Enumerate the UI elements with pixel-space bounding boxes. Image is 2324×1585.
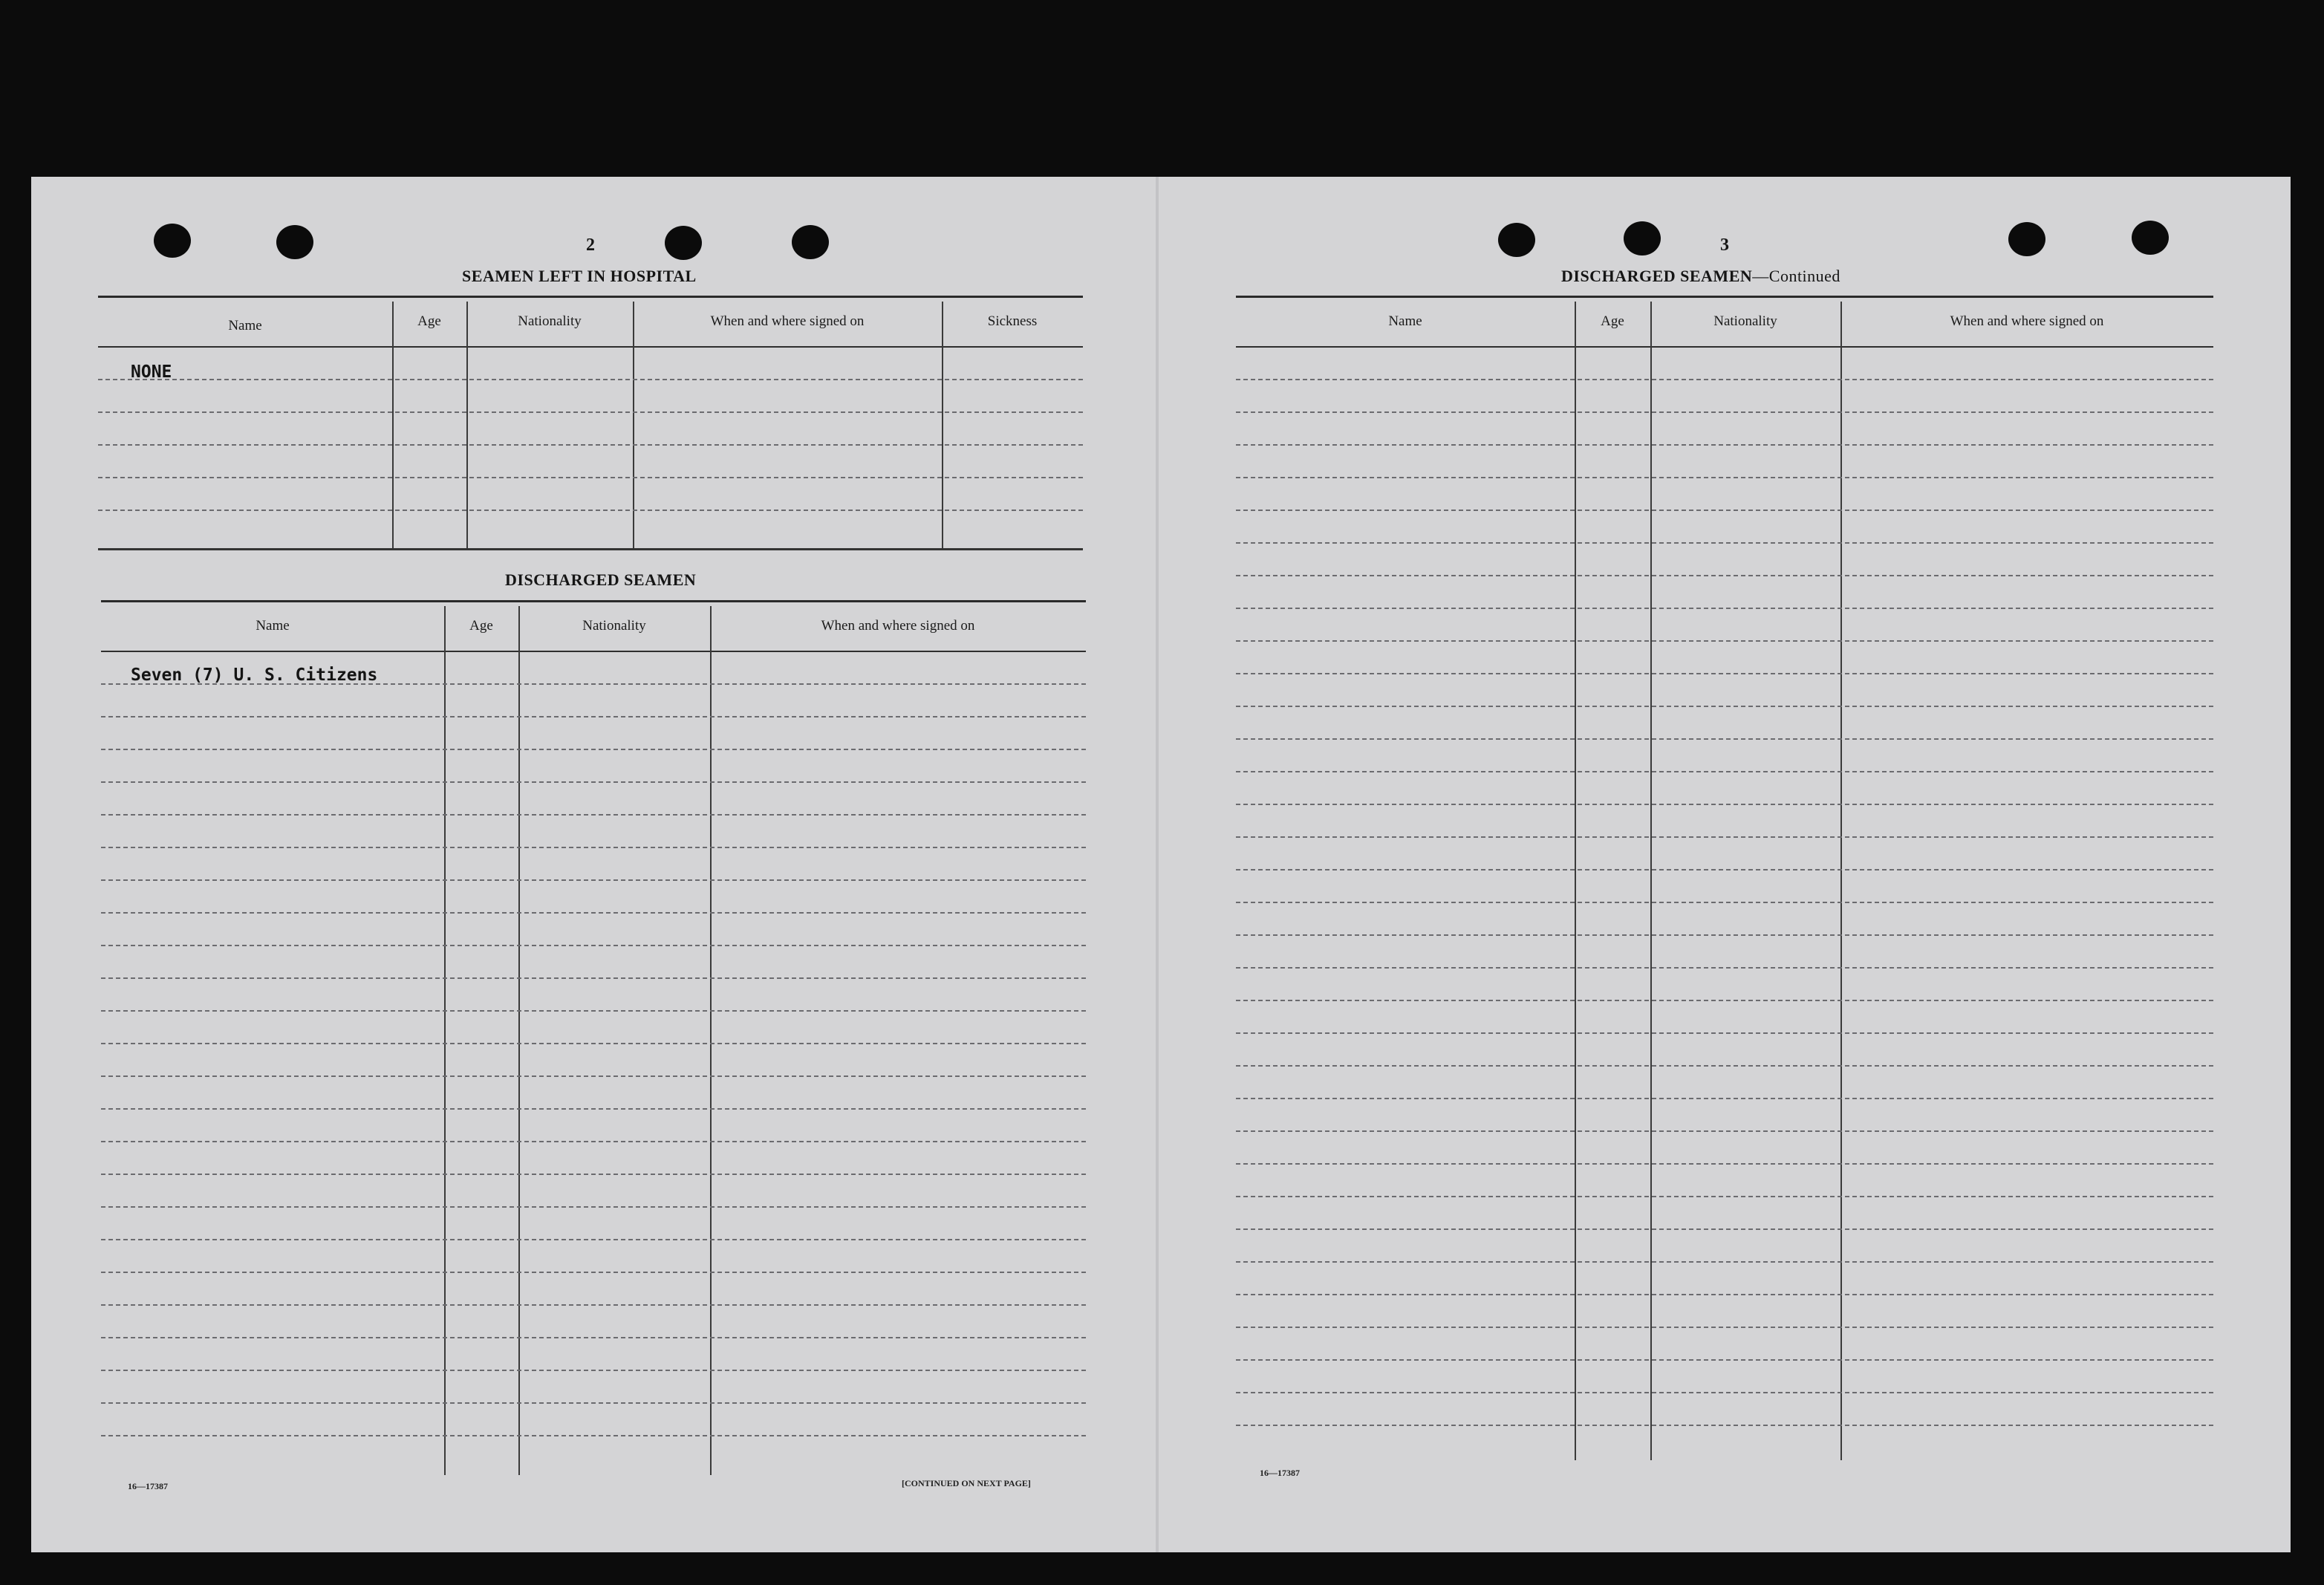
row-line <box>101 1337 1086 1338</box>
discharged-col-nationality: Nationality <box>582 618 646 634</box>
row-line <box>101 1370 1086 1371</box>
row-line <box>1236 1392 2213 1393</box>
row-line <box>1236 640 2213 642</box>
hospital-col-sickness: Sickness <box>987 313 1038 329</box>
row-line <box>1236 510 2213 511</box>
right-col-nationality: Nationality <box>1713 313 1777 329</box>
row-line <box>101 1206 1086 1208</box>
row-line <box>101 1108 1086 1110</box>
right-title-main: DISCHARGED SEAMEN <box>1561 267 1753 285</box>
row-line <box>1236 1359 2213 1361</box>
discharged-col-name: Name <box>255 618 290 634</box>
hospital-col-signed-on: When and where signed on <box>710 313 865 329</box>
discharged-col-age: Age <box>469 618 493 634</box>
row-line <box>1236 771 2213 772</box>
row-line <box>98 477 1083 478</box>
row-line <box>1236 444 2213 446</box>
row-line <box>101 879 1086 881</box>
right-section-title <box>1561 267 1840 286</box>
row-line <box>1236 836 2213 838</box>
row-line <box>1236 673 2213 674</box>
hospital-table <box>98 296 1083 551</box>
hospital-section-title: SEAMEN LEFT IN HOSPITAL <box>462 267 697 285</box>
column-divider <box>710 606 712 1475</box>
punch-hole <box>2132 221 2169 255</box>
row-line <box>101 1075 1086 1077</box>
column-divider <box>444 606 446 1475</box>
row-line <box>101 781 1086 783</box>
row-line <box>1236 1327 2213 1328</box>
row-line <box>101 1043 1086 1044</box>
right-title-continued: —Continued <box>1752 267 1840 285</box>
row-line <box>1236 869 2213 870</box>
row-line <box>1236 1294 2213 1295</box>
punch-hole <box>2008 222 2045 256</box>
hospital-col-age: Age <box>417 313 441 329</box>
row-line <box>101 749 1086 750</box>
row-line <box>1236 1196 2213 1197</box>
row-line <box>1236 1065 2213 1067</box>
right-col-signed-on: When and where signed on <box>1950 313 2104 329</box>
row-line <box>1236 706 2213 707</box>
row-line <box>101 1174 1086 1175</box>
row-line <box>1236 902 2213 903</box>
form-number-right: 16—17387 <box>1260 1468 1300 1478</box>
row-line <box>101 814 1086 816</box>
row-line <box>1236 1425 2213 1426</box>
punch-hole <box>1498 223 1535 257</box>
header-rule <box>1236 346 2213 348</box>
row-line <box>1236 934 2213 936</box>
row-line <box>101 945 1086 946</box>
continued-note: [CONTINUED ON NEXT PAGE] <box>902 1478 1031 1488</box>
column-divider <box>1575 302 1576 1460</box>
row-line <box>1236 542 2213 544</box>
discharged-section-title: DISCHARGED SEAMEN <box>505 570 697 589</box>
row-line <box>1236 477 2213 478</box>
row-line <box>101 847 1086 848</box>
table-bottom-rule <box>98 548 1083 550</box>
row-line <box>1236 608 2213 609</box>
row-line <box>1236 967 2213 969</box>
row-line <box>101 1141 1086 1142</box>
row-line <box>1236 1032 2213 1034</box>
column-divider <box>1650 302 1652 1460</box>
right-col-age: Age <box>1601 313 1624 329</box>
row-line <box>1236 1228 2213 1230</box>
hospital-entry: NONE <box>131 362 172 382</box>
row-line <box>101 1304 1086 1306</box>
column-divider <box>392 302 394 550</box>
table-top-rule <box>98 296 1083 298</box>
column-divider <box>1840 302 1842 1460</box>
row-line <box>98 444 1083 446</box>
discharged-entry: Seven (7) U. S. Citizens <box>131 665 378 685</box>
row-line <box>1236 738 2213 740</box>
punch-hole <box>276 225 313 259</box>
discharged-continued-table <box>1236 296 2213 1460</box>
punch-hole <box>665 226 702 260</box>
row-line <box>98 411 1083 413</box>
column-divider <box>942 302 943 550</box>
header-rule <box>101 651 1086 652</box>
row-line <box>1236 1098 2213 1099</box>
discharged-table <box>101 600 1086 1475</box>
row-line <box>101 1435 1086 1436</box>
row-line <box>101 977 1086 979</box>
column-divider <box>633 302 634 550</box>
row-line <box>101 716 1086 717</box>
punch-hole <box>1624 221 1661 256</box>
row-line <box>101 1402 1086 1404</box>
row-line <box>1236 575 2213 576</box>
hospital-col-name: Name <box>228 318 262 333</box>
row-line <box>98 510 1083 511</box>
row-line <box>1236 1000 2213 1001</box>
row-line <box>1236 379 2213 380</box>
punch-hole <box>792 225 829 259</box>
page-number-left: 2 <box>586 235 595 255</box>
row-line <box>1236 1163 2213 1165</box>
row-line <box>101 1272 1086 1273</box>
row-line <box>1236 804 2213 805</box>
row-line <box>1236 411 2213 413</box>
page-fold <box>1156 177 1159 1552</box>
discharged-col-signed-on: When and where signed on <box>821 618 975 634</box>
table-top-rule <box>1236 296 2213 298</box>
punch-hole <box>154 224 191 258</box>
row-line <box>101 1010 1086 1012</box>
page-number-right: 3 <box>1720 235 1729 255</box>
row-line <box>1236 1261 2213 1263</box>
table-top-rule <box>101 600 1086 602</box>
column-divider <box>518 606 520 1475</box>
hospital-col-nationality: Nationality <box>518 313 582 329</box>
column-divider <box>466 302 468 550</box>
row-line <box>101 1239 1086 1240</box>
row-line <box>1236 1130 2213 1132</box>
row-line <box>101 912 1086 914</box>
form-number-left: 16—17387 <box>128 1481 168 1491</box>
header-rule <box>98 346 1083 348</box>
right-col-name: Name <box>1388 313 1422 329</box>
row-line <box>98 379 1083 380</box>
